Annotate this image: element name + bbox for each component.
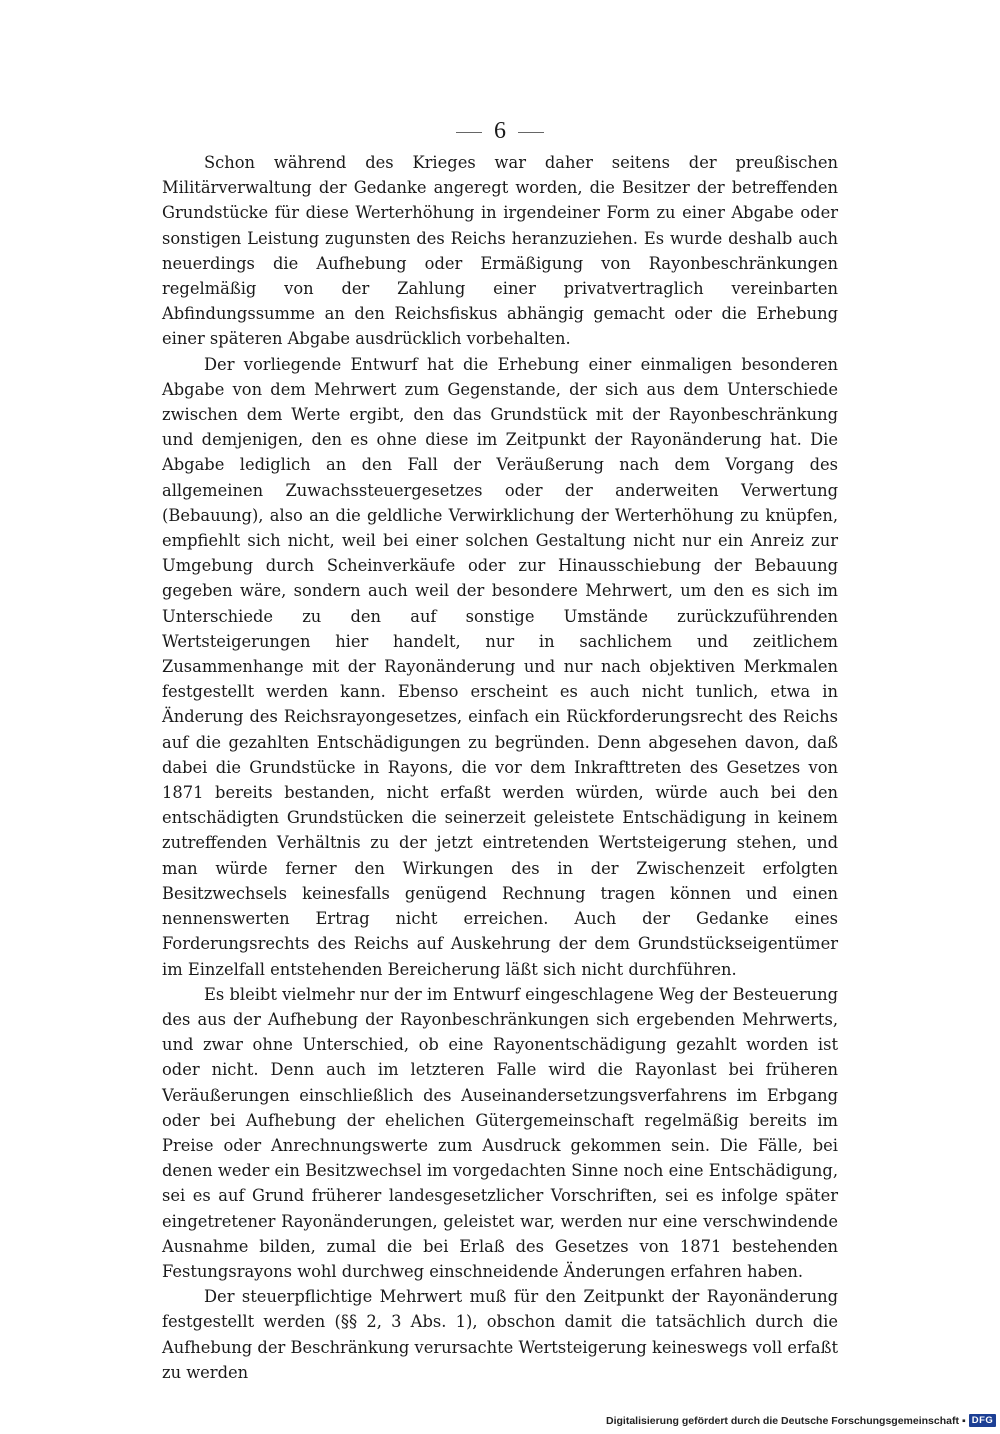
paragraph: Es bleibt vielmehr nur der im Entwurf eingeschlagene Weg der Besteuerung des aus der Aufhebung der Rayonbeschränkungen sich ergebenden Mehrwerts, und zwar ohne Unterschied, ob eine Rayonentschädigung gezahlt worden ist oder nicht. Denn auch im letzteren Falle wird die Rayonlast bei früheren Veräußerungen einschließlich des Auseinandersetzungsverfahrens im Erbgang oder bei Aufhebung der ehelichen Gütergemeinschaft regelmäßig bereits im Preise oder Anrechnungswerte zum Ausdruck gekommen sein. Die Fälle, bei denen weder ein Besitzwechsel im vorgedachten Sinne noch eine Entschädigung, sei es auf Grund früherer landesgesetzlicher Vorschriften, sei es infolge später eingetretener Rayonänderungen, geleistet war, werden nur eine verschwindende Ausnahme bilden, zumal die bei Erlaß des Gesetzes von 1871 bestehenden Festungsrayons wohl durchweg einschneidende Änderungen erfahren haben. xyxy=(162,984,838,1281)
footer-text: Digitalisierung gefördert durch die Deutsche Forschungsgemeinschaft xyxy=(606,1414,959,1427)
paragraph: Schon während des Krieges war daher seitens der preußischen Militärverwaltung der Gedanke angeregt worden, die Besitzer der betreffenden Grundstücke für diese Werterhöhung in irgendeiner Form zu einer Abgabe oder sonstigen Leistung zugunsten des Reichs heranzuziehen. Es wurde deshalb auch neuerdings die Aufhebung oder Ermäßigung von Rayonbeschränkungen regelmäßig von der Zahlung einer privatvertraglich vereinbarten Abfindungssumme an den Reichsfiskus abhängig gemacht oder die Erhebung einer späteren Abgabe ausdrücklich vorbehalten. xyxy=(162,153,838,349)
dfg-logo: DFG xyxy=(969,1414,997,1427)
digitization-footer xyxy=(606,1414,996,1427)
footer-separator: ▪ xyxy=(961,1414,966,1427)
right-rule xyxy=(518,132,544,133)
body-text xyxy=(162,150,838,1385)
page-header xyxy=(0,116,1000,146)
paragraph: Der steuerpflichtige Mehrwert muß für den Zeitpunkt der Rayonänderung festgestellt werden (§§ 2, 3 Abs. 1), obschon damit die tatsächlich durch die Aufhebung der Beschränkung verursachte Wertsteigerung keineswegs voll erfaßt zu werden xyxy=(162,1287,838,1382)
paragraph: Der vorliegende Entwurf hat die Erhebung einer einmaligen besonderen Abgabe von dem Mehrwert zum Gegenstande, der sich aus dem Unterschiede zwischen dem Werte ergibt, den das Grundstück mit der Rayonbeschränkung und demjenigen, den es ohne diese im Zeitpunkt der Rayonänderung hat. Die Abgabe lediglich an den Fall der Veräußerung nach dem Vorgang des allgemeinen Zuwachssteuergesetzes oder der anderweiten Verwertung (Bebauung), also an die geldliche Verwirklichung der Werterhöhung zu knüpfen, empfiehlt sich nicht, weil bei einer solchen Gestaltung nicht nur ein Anreiz zur Umgebung durch Scheinverkäufe oder zur Hinausschiebung der Bebauung gegeben wäre, sondern auch weil der besondere Mehrwert, um den es sich im Unterschiede zu den auf sonstige Umstände zurückzuführenden Wertsteigerungen hier handelt, nur in sachlichem und zeitlichem Zusammenhange mit der Rayonänderung und nur nach objektiven Merkmalen festgestellt werden kann. Ebenso erscheint es auch nicht tunlich, etwa in Änderung des Reichsrayongesetzes, einfach ein Rückforderungsrecht des Reichs auf die gezahlten Entschädigungen zu begründen. Denn abgesehen davon, daß dabei die Grundstücke in Rayons, die vor dem Inkrafttreten des Gesetzes von 1871 bereits bestanden, nicht erfaßt werden würden, würde auch bei den entschädigten Grundstücken die seinerzeit geleistete Entschädigung in keinem zutreffenden Verhältnis zu der jetzt eintretenden Wertsteigerung stehen, und man würde ferner den Wirkungen des in der Zwischenzeit erfolgten Besitzwechsels keinesfalls genügend Rechnung tragen können und einen nennenswerten Ertrag nicht erreichen. Auch der Gedanke eines Forderungsrechts des Reichs auf Auskehrung der dem Grundstückseigentümer im Einzelfall entstehenden Bereicherung läßt sich nicht durchführen. xyxy=(162,354,838,979)
left-rule xyxy=(456,132,482,133)
page-number: 6 xyxy=(494,118,506,144)
